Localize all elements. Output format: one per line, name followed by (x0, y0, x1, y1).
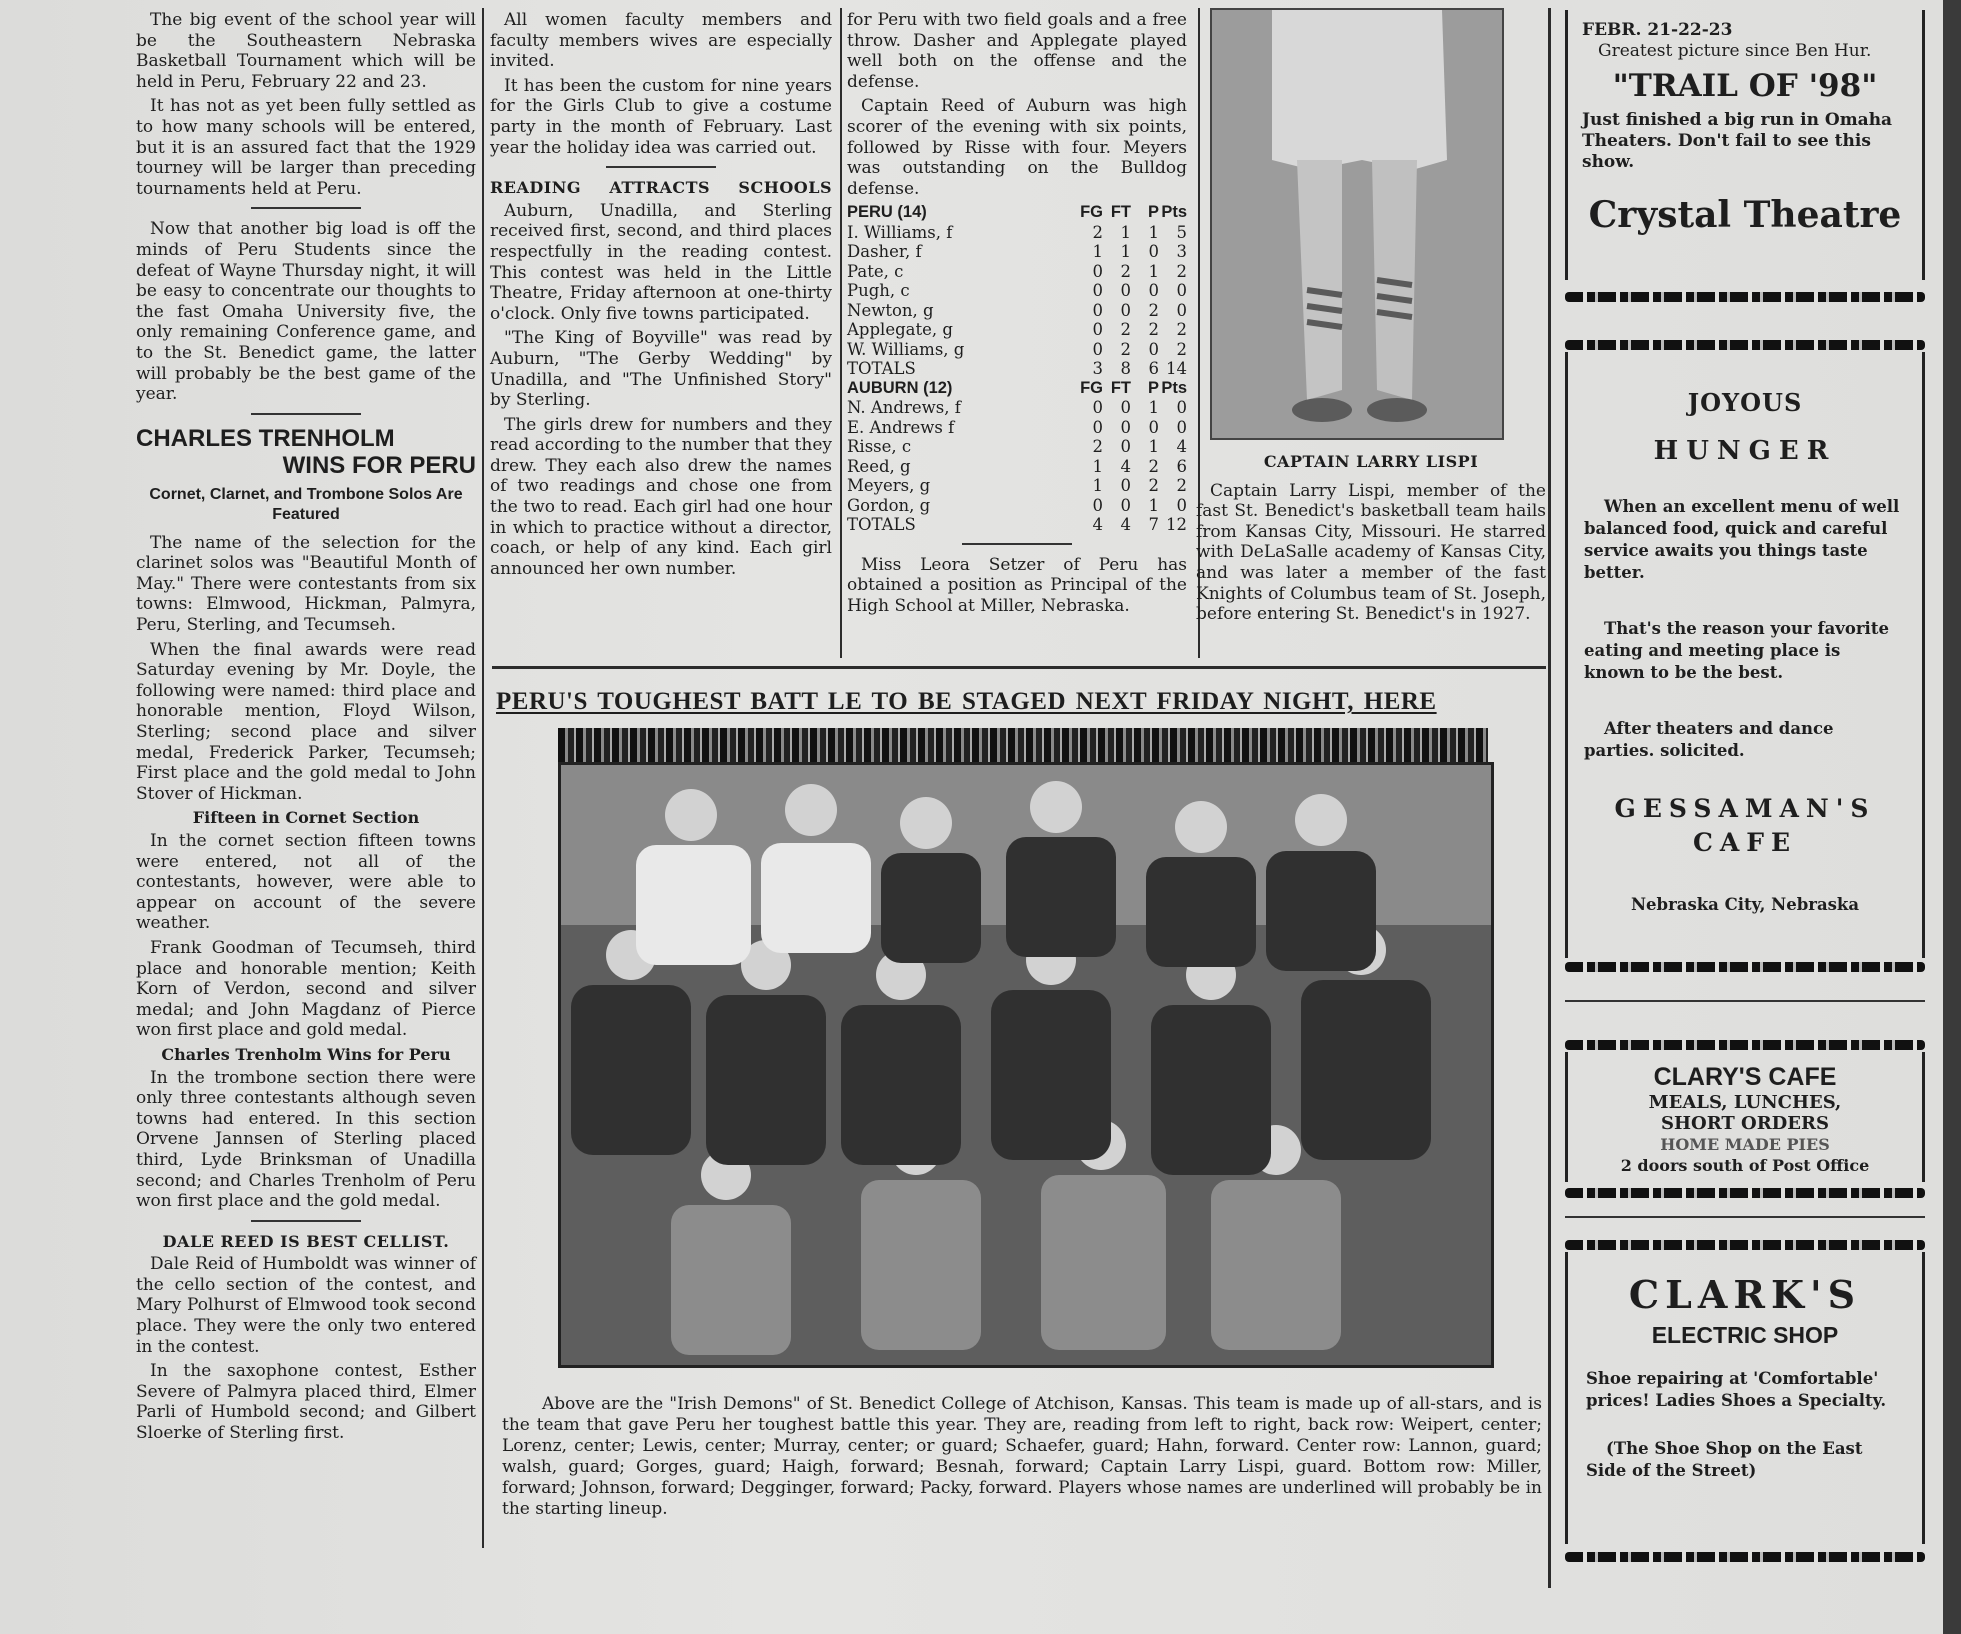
captain-photo (1210, 8, 1504, 440)
headline-reading: READING ATTRACTS SCHOOLS (490, 178, 832, 198)
captain-figure (1212, 10, 1502, 438)
stat-pts: 5 (1176, 222, 1187, 242)
ornamental-border (1565, 1240, 1925, 1250)
col-header: FT (1110, 203, 1131, 222)
stat-pts: 4 (1176, 437, 1187, 457)
section-subhead: Fifteen in Cornet Section (192, 808, 420, 828)
divider (606, 166, 716, 168)
stat-fg: 0 (1092, 300, 1103, 320)
box-score-row (847, 515, 1187, 535)
paragraph: The girls drew for numbers and they read according to the number that they drew. They each also drew the names of two readings and chose one from the two to read. Each girl had one hour in which to practice without a director, coach, or help of any kind. Each girl announced her own number. (490, 414, 832, 579)
stat-pts: 12 (1166, 515, 1187, 535)
ad-film-title: "TRAIL OF '98" (1612, 68, 1878, 104)
stat-ft: 0 (1120, 417, 1131, 437)
box-score-row (847, 476, 1187, 496)
ad-gessamans-cafe (1565, 352, 1925, 958)
stat-fg: 1 (1092, 242, 1103, 262)
stat-ft: 0 (1120, 300, 1131, 320)
stat-ft: 1 (1120, 222, 1131, 242)
stat-ft: 2 (1120, 261, 1131, 281)
paragraph: All women faculty members and faculty members wives are especially invited. (490, 10, 832, 72)
stat-pts: 0 (1176, 300, 1187, 320)
stat-ft: 8 (1120, 359, 1131, 379)
stat-fg: 0 (1092, 398, 1103, 418)
col-header: FT (1110, 378, 1131, 397)
section-rule (492, 666, 1546, 669)
stat-pts: 14 (1166, 359, 1187, 379)
stat-fg: 0 (1092, 281, 1103, 301)
team-photo-caption (502, 1394, 1542, 1524)
ad-business-name: CAFE (1692, 828, 1798, 857)
box-score-row (847, 242, 1187, 262)
stat-ft: 0 (1120, 495, 1131, 515)
page-edge-shadow (1943, 0, 1961, 1634)
col-header: FG (1080, 378, 1103, 397)
box-score-peru (847, 203, 1187, 379)
player-name: Newton, g (847, 300, 934, 320)
subheadline: Cornet, Clarnet, and Trombone Solos Are Featured (149, 485, 463, 523)
stat-p: 2 (1148, 456, 1159, 476)
headline-line: WINS FOR PERU (282, 451, 476, 479)
box-score-auburn (847, 379, 1187, 535)
captain-caption (1196, 452, 1546, 629)
feature-headline: PERU'S TOUGHEST BATT LE TO BE STAGED NEXT FRIDAY NIGHT, HERE (496, 688, 1437, 715)
stat-p: 0 (1148, 417, 1159, 437)
ad-line: SHORT ORDERS (1661, 1113, 1829, 1134)
box-score-row (847, 398, 1187, 418)
headline-trenholm (136, 425, 476, 479)
paragraph: The big event of the school year will be the Southeastern Nebraska Basketball Tournament which will be held in Peru, February 22 and 23. (136, 10, 476, 92)
box-score-row (847, 359, 1187, 379)
player-name: TOTALS (847, 359, 916, 379)
stat-fg: 0 (1092, 320, 1103, 340)
team-name: AUBURN (12) (847, 378, 953, 397)
ad-crystal-theatre (1565, 10, 1925, 280)
player-name: Meyers, g (847, 476, 931, 496)
col-header: Pts (1161, 203, 1187, 222)
player-name: E. Andrews f (847, 417, 955, 437)
player-name: Dasher, f (847, 242, 922, 262)
paragraph: In the trombone section there were only three contestants although seven towns had entered. In this section Orvene Jannsen of Sterling placed third, Lyde Brinksman of Unadilla second; and Charles Trenholm of Peru won first place and the gold medal. (136, 1067, 476, 1212)
stat-p: 2 (1148, 300, 1159, 320)
stat-ft: 4 (1120, 456, 1131, 476)
stat-pts: 0 (1176, 281, 1187, 301)
stat-fg: 0 (1092, 417, 1103, 437)
box-score-row (847, 340, 1187, 360)
stat-pts: 2 (1176, 261, 1187, 281)
ad-paragraph: That's the reason your favorite eating and meeting place is known to be the best. (1584, 619, 1889, 682)
box-score-row (847, 262, 1187, 282)
stat-fg: 2 (1092, 222, 1103, 242)
caption-head: CAPTAIN LARRY LISPI (1263, 452, 1479, 471)
ornamental-border (1565, 340, 1925, 350)
paragraph: Frank Goodman of Tecumseh, third place and honorable mention; Keith Korn of Verdon, second and silver medal; and John Magdanz of Pierce won first place and gold medal. (136, 937, 476, 1041)
headline-line: CHARLES TRENHOLM (136, 424, 395, 452)
player-name: W. Williams, g (847, 339, 965, 359)
stat-p: 1 (1148, 437, 1159, 457)
stat-p: 0 (1148, 242, 1159, 262)
stat-ft: 2 (1120, 320, 1131, 340)
stat-ft: 0 (1120, 476, 1131, 496)
stat-p: 0 (1148, 281, 1159, 301)
box-score-row (847, 223, 1187, 243)
paragraph: Miss Leora Setzer of Peru has obtained a position as Principal of the High School at Miller, Nebraska. (847, 554, 1187, 617)
player-name: I. Williams, f (847, 222, 953, 242)
ad-theatre-name: Crystal Theatre (1588, 194, 1902, 236)
photo-banner-strip (558, 728, 1488, 762)
stat-p: 1 (1148, 261, 1159, 281)
ad-line: MEALS, LUNCHES, (1648, 1092, 1842, 1113)
headline-cellist: DALE REED IS BEST CELLIST. (162, 1231, 450, 1251)
stat-p: 0 (1148, 339, 1159, 359)
player-name: Gordon, g (847, 495, 931, 515)
stat-ft: 4 (1120, 515, 1131, 535)
col-header: Pts (1161, 378, 1187, 397)
paragraph: Captain Reed of Auburn was high scorer of the evening with six points, followed by Risse with four. Meyers was outstanding on the Bulldog defense. (847, 96, 1187, 199)
player-name: Risse, c (847, 437, 912, 457)
column-rule (1548, 8, 1551, 1588)
stat-fg: 0 (1092, 339, 1103, 359)
stat-p: 1 (1148, 222, 1159, 242)
team-photo (558, 762, 1494, 1368)
stat-ft: 0 (1120, 398, 1131, 418)
ad-paragraph: Shoe repairing at 'Comfortable' prices! Ladies Shoes a Specialty. (1586, 1369, 1887, 1410)
column-rule (840, 8, 842, 658)
ad-paragraph: After theaters and dance parties. solicited. (1584, 719, 1834, 760)
box-score-row (847, 281, 1187, 301)
paragraph: Now that another big load is off the minds of Peru Students since the defeat of Wayne Thursday night, it will be easy to concentrate our thoughts to the fast Omaha University five, the only remaining Conference game, and to the St. Benedict game, the latter will probably be the best game of the year. (136, 219, 476, 405)
ad-separator (1565, 1216, 1925, 1218)
ad-line: HOME MADE PIES (1660, 1135, 1830, 1154)
paragraph: Captain Larry Lispi, member of the fast St. Benedict's basketball team hails from Kansas City, Missouri. He starred with DeLaSalle academy of Kansas City, and was later a member of the fast Knights of Columbus team of St. Joseph, before entering St. Benedict's in 1927. (1196, 480, 1546, 625)
stat-fg: 0 (1092, 495, 1103, 515)
divider (962, 543, 1072, 545)
box-score-row (847, 301, 1187, 321)
paragraph: "The King of Boyville" was read by Auburn, "The Gerby Wedding" by Unadilla, and "The Unfinished Story" by Sterling. (490, 328, 832, 411)
col-header: P (1147, 378, 1159, 397)
team-photo-figures (561, 765, 1491, 1365)
stat-p: 2 (1148, 476, 1159, 496)
paragraph: It has been the custom for nine years for the Girls Club to give a costume party in the month of February. Last year the holiday idea was carried out. (490, 75, 832, 158)
ad-clarys-cafe (1565, 1052, 1925, 1182)
stat-pts: 3 (1176, 242, 1187, 262)
stat-fg: 2 (1092, 437, 1103, 457)
stat-pts: 6 (1176, 456, 1187, 476)
paragraph: In the cornet section fifteen towns were entered, not all of the contestants, however, were able to appear on account of the severe weather. (136, 831, 476, 934)
ad-business-name: GESSAMAN'S (1614, 794, 1876, 823)
player-name: TOTALS (847, 515, 916, 535)
paragraph: The name of the selection for the clarinet solos was "Beautiful Month of May." There were contestants from six towns: Elmwood, Hickman, Palmyra, Peru, Sterling, and Tecumseh. (136, 532, 476, 636)
player-name: Reed, g (847, 456, 911, 476)
box-score-row (847, 457, 1187, 477)
ad-paragraph: When an excellent menu of well balanced food, quick and careful service awaits you things taste better. (1584, 497, 1900, 582)
player-name: N. Andrews, f (847, 398, 961, 418)
team-name: PERU (14) (847, 203, 927, 222)
ornamental-border (1565, 1552, 1925, 1562)
paragraph: for Peru with two field goals and a free throw. Dasher and Applegate played well both on the offense and the defense. (847, 10, 1187, 92)
ad-line: HUNGER (1653, 436, 1837, 466)
column-1 (136, 10, 476, 1448)
paragraph: It has not as yet been fully settled as to how many schools will be entered, but it is an assured fact that the 1929 tourney will be larger than preceding tournaments held at Peru. (136, 96, 476, 199)
column-rule (482, 8, 484, 1548)
stat-ft: 2 (1120, 339, 1131, 359)
ad-line: JOYOUS (1687, 388, 1803, 417)
ad-business-name: CLARK'S (1628, 1272, 1862, 1317)
box-score-row (847, 320, 1187, 340)
stat-fg: 1 (1092, 476, 1103, 496)
paragraph: Auburn, Unadilla, and Sterling received first, second, and third places respectfully in the reading contest. This contest was held in the Little Theatre, Friday afternoon at one-thirty o'clock. Only five towns participated. (490, 200, 832, 324)
ad-paragraph: (The Shoe Shop on the East Side of the Street) (1586, 1439, 1863, 1480)
stat-pts: 2 (1176, 339, 1187, 359)
stat-pts: 2 (1176, 320, 1187, 340)
player-name: Pate, c (847, 261, 904, 281)
stat-ft: 0 (1120, 437, 1131, 457)
stat-p: 1 (1148, 398, 1159, 418)
ornamental-border (1565, 962, 1925, 972)
stat-p: 1 (1148, 495, 1159, 515)
stat-fg: 1 (1092, 456, 1103, 476)
ad-tagline: Greatest picture since Ben Hur. (1598, 41, 1872, 61)
box-score-row (847, 496, 1187, 516)
player-name: Applegate, g (847, 320, 953, 340)
stat-fg: 3 (1092, 359, 1103, 379)
stat-pts: 0 (1176, 417, 1187, 437)
column-3 (847, 10, 1187, 621)
paragraph: In the saxophone contest, Esther Severe of Palmyra placed third, Elmer Parli of Humbold second; and Gilbert Sloerke of Sterling first. (136, 1361, 476, 1444)
ad-date: FEBR. 21-22-23 (1582, 20, 1733, 40)
ad-line: ELECTRIC SHOP (1651, 1322, 1839, 1348)
ornamental-border (1565, 1188, 1925, 1198)
stat-p: 6 (1148, 359, 1159, 379)
ornamental-border (1565, 1040, 1925, 1050)
ad-location: Nebraska City, Nebraska (1630, 895, 1860, 914)
box-score-row (847, 418, 1187, 438)
stat-ft: 0 (1120, 281, 1131, 301)
ad-clarks-electric-shop (1565, 1252, 1925, 1544)
divider (251, 1220, 361, 1222)
col-header: FG (1080, 203, 1103, 222)
column-2 (490, 10, 832, 583)
paragraph: Dale Reid of Humboldt was winner of the cello section of the contest, and Mary Polhurst of Elmwood took second place. They were the only two entered in the contest. (136, 1254, 476, 1357)
ad-separator (1565, 1000, 1925, 1002)
divider (251, 207, 361, 209)
col-header: P (1147, 203, 1159, 222)
stat-pts: 2 (1176, 476, 1187, 496)
paragraph: When the final awards were read Saturday evening by Mr. Doyle, the following were named: third place and honorable mention, Floyd Wilson, Sterling; second place and silver medal, Frederick Parker, Tecumseh; First place and the gold medal to John Stover of Hickman. (136, 639, 476, 804)
ad-line: 2 doors south of Post Office (1620, 1156, 1870, 1175)
box-score-row (847, 437, 1187, 457)
ad-body: Just finished a big run in Omaha Theaters. Don't fail to see this show. (1582, 110, 1893, 172)
stat-p: 7 (1148, 515, 1159, 535)
stat-pts: 0 (1176, 495, 1187, 515)
ad-business-name: CLARY'S CAFE (1653, 1063, 1837, 1091)
divider (251, 413, 361, 415)
paragraph: Above are the "Irish Demons" of St. Benedict College of Atchison, Kansas. This team is made up of all-stars, and is the team that gave Peru her toughest battle this year. They are, reading from left to right, back row: Weipert, center; Lorenz, center; Lewis, center; Murray, center; or guard; Schaefer, guard; Hahn, forward. Center row: Lannon, guard; walsh, guard; Gorges, guard; Haigh, forward; Besnah, forward; Captain Larry Lispi, guard. Bottom row: Miller, forward; Johnson, forward; Degginger, forward; Packy, forward. Players whose names are underlined will probably be in the starting lineup. (502, 1394, 1542, 1519)
stat-fg: 0 (1092, 261, 1103, 281)
stat-p: 2 (1148, 320, 1159, 340)
stat-fg: 4 (1092, 515, 1103, 535)
ornamental-border (1565, 292, 1925, 302)
stat-pts: 0 (1176, 398, 1187, 418)
section-subhead: Charles Trenholm Wins for Peru (161, 1044, 451, 1064)
player-name: Pugh, c (847, 281, 910, 301)
stat-ft: 1 (1120, 242, 1131, 262)
